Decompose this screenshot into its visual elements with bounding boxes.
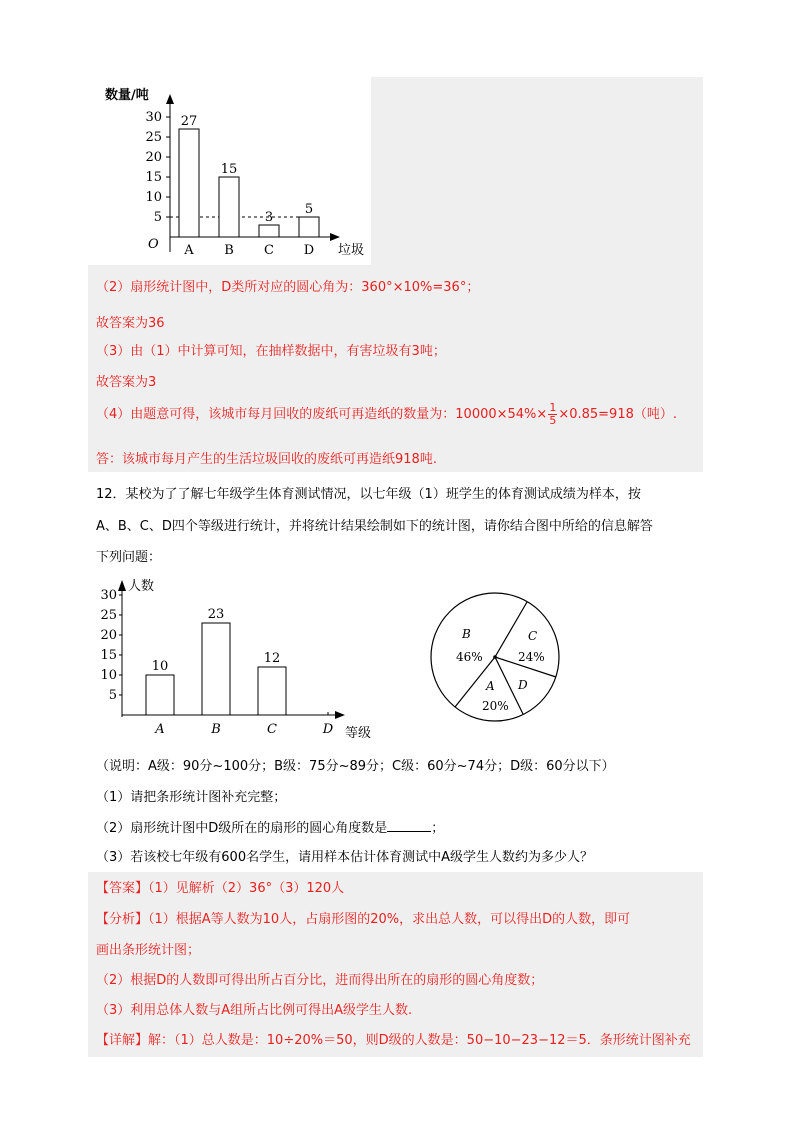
answer-line: 【答案】（1）见解析（2）36°（3）120人 [96,881,345,896]
question-part2-text: （2）扇形统计图中D级所在的扇形的圆心角度数是 [96,821,388,836]
chart1-y-arrow [166,94,174,104]
chart2-ytick-label: 30 [100,588,117,603]
grade-note: （说明：A级：90分~100分；B级：75分~89分；C级：60分~74分；D级：60分以下） [96,759,615,774]
chart1-ylabel: 数量/吨 [105,88,149,103]
answer-part3: 故答案为3 [96,375,157,390]
chart1-category-B: B [224,243,234,258]
chart1-bar-C [259,225,279,237]
solution-part3: （3）由（1）中计算可知，在抽样数据中，有害垃圾有3吨； [96,344,446,359]
chart1-bar-B [219,177,239,237]
chart1-value-label-A: 27 [180,114,198,129]
fraction: $\frac{1}{5}$ [549,401,557,427]
analysis-line2: 画出条形统计图； [96,943,201,958]
chart2-ytick-label: 10 [100,668,117,683]
solution-part4-tail: ×0.85=918（吨）. [558,407,677,422]
chart1-bar-D [299,217,319,237]
pie-label-d: D [518,678,528,692]
solution-part4-text: （4）由题意可得，该城市每月回收的废纸可再造纸的数量为：10000×54%× [96,407,548,422]
chart2-value-label-B: 23 [207,607,225,622]
chart1-value-label-B: 15 [220,162,238,177]
chart2-value-label-C: 12 [263,651,281,666]
chart2-category-B: B [211,722,221,737]
chart2-ylabel: 人数 [128,579,155,594]
chart1-bar-A [179,129,199,237]
chart1-ytick-label: 30 [145,110,162,125]
question12-line3: 下列问题： [96,550,162,565]
pie-value-b: 46% [456,650,483,664]
chart2-ytick-label: 25 [100,608,117,623]
chart1-category-D: D [303,243,315,258]
chart1-ytick-label: 20 [145,150,162,165]
answer-part2: 故答案为36 [96,316,165,331]
chart2-category-A: A [155,722,165,737]
question-part2 [96,819,444,838]
chart1-ytick-label: 15 [145,170,162,185]
question12-line2: A、B、C、D四个等级进行统计，并将统计结果绘制如下的统计图，请你结合图中所给的信息解答 [96,519,653,534]
pie-value-c: 24% [518,650,545,664]
chart1-xlabel: 垃圾 [338,243,365,258]
chart1-origin: O [148,237,159,252]
solution-part4 [96,402,677,427]
chart2-category-C: C [267,722,277,737]
final-answer: 答：该城市每月产生的生活垃圾回收的废纸可再造纸918吨. [96,452,437,467]
solution-part2: （2）扇形统计图中，D类所对应的圆心角为：360°×10%=36°； [96,280,480,295]
detail-text: 解：（1）总人数是：10÷20%＝50，则D级的人数是：50−10−23−12＝5．条形统计图补充 [148,1033,691,1048]
analysis-line1: 【分析】（1）根据A等人数为10人，占扇形图的20%，求出总人数，可以得出D的人数，即可 [96,912,631,927]
grade-bar-chart [95,577,395,742]
analysis-line4: （3）利用总体人数与A组所占比例可得出A级学生人数. [96,1003,413,1018]
question12-line1: 12．某校为了了解七年级学生体育测试情况，以七年级（1）班学生的体育测试成绩为样本，按 [96,487,641,502]
chart2-ytick-label: 20 [100,628,117,643]
question-part1: （1）请把条形统计图补充完整； [96,790,287,805]
question-part3: （3）若该校七年级有600名学生，请用样本估计体育测试中A级学生人数约为多少人？ [96,850,593,865]
answer-blank [387,819,431,832]
chart2-y-arrow [118,580,126,591]
pie-center [493,655,497,659]
chart1-ytick-label: 25 [145,130,162,145]
chart2-x-arrow [335,711,345,719]
chart2-ytick-label: 15 [100,648,117,663]
chart1-value-label-C: 3 [264,210,274,225]
chart2-value-label-A: 10 [151,659,169,674]
grade-pie-chart [420,588,570,738]
chart2-xlabel: 等级 [345,726,372,741]
analysis-line3: （2）根据D的人数即可得出所占百分比，进而得出所在的扇形的圆心角度数； [96,973,544,988]
detail-line [96,1032,691,1050]
pie-value-a: 20% [482,699,509,713]
chart1-ytick-label: 5 [153,210,162,225]
chart2-ytick-label: 5 [108,688,117,703]
garbage-bar-chart [100,80,375,262]
pie-label-c: C [528,629,538,643]
chart1-x-arrow [330,233,340,241]
chart1-category-C: C [264,243,274,258]
detail-label: 【详解】 [96,1033,149,1048]
chart2-bar-B [202,623,230,715]
chart2-bar-A [146,675,174,715]
chart2-category-D: D [322,722,334,737]
chart2-bar-C [258,667,286,715]
pie-label-a: A [486,679,495,693]
chart1-ytick-label: 10 [145,190,162,205]
question-part2-end: ； [431,821,445,836]
solution-background-bottom [88,872,703,1057]
chart1-value-label-D: 5 [304,202,314,217]
pie-label-b: B [462,627,471,641]
chart1-category-A: A [184,243,194,258]
